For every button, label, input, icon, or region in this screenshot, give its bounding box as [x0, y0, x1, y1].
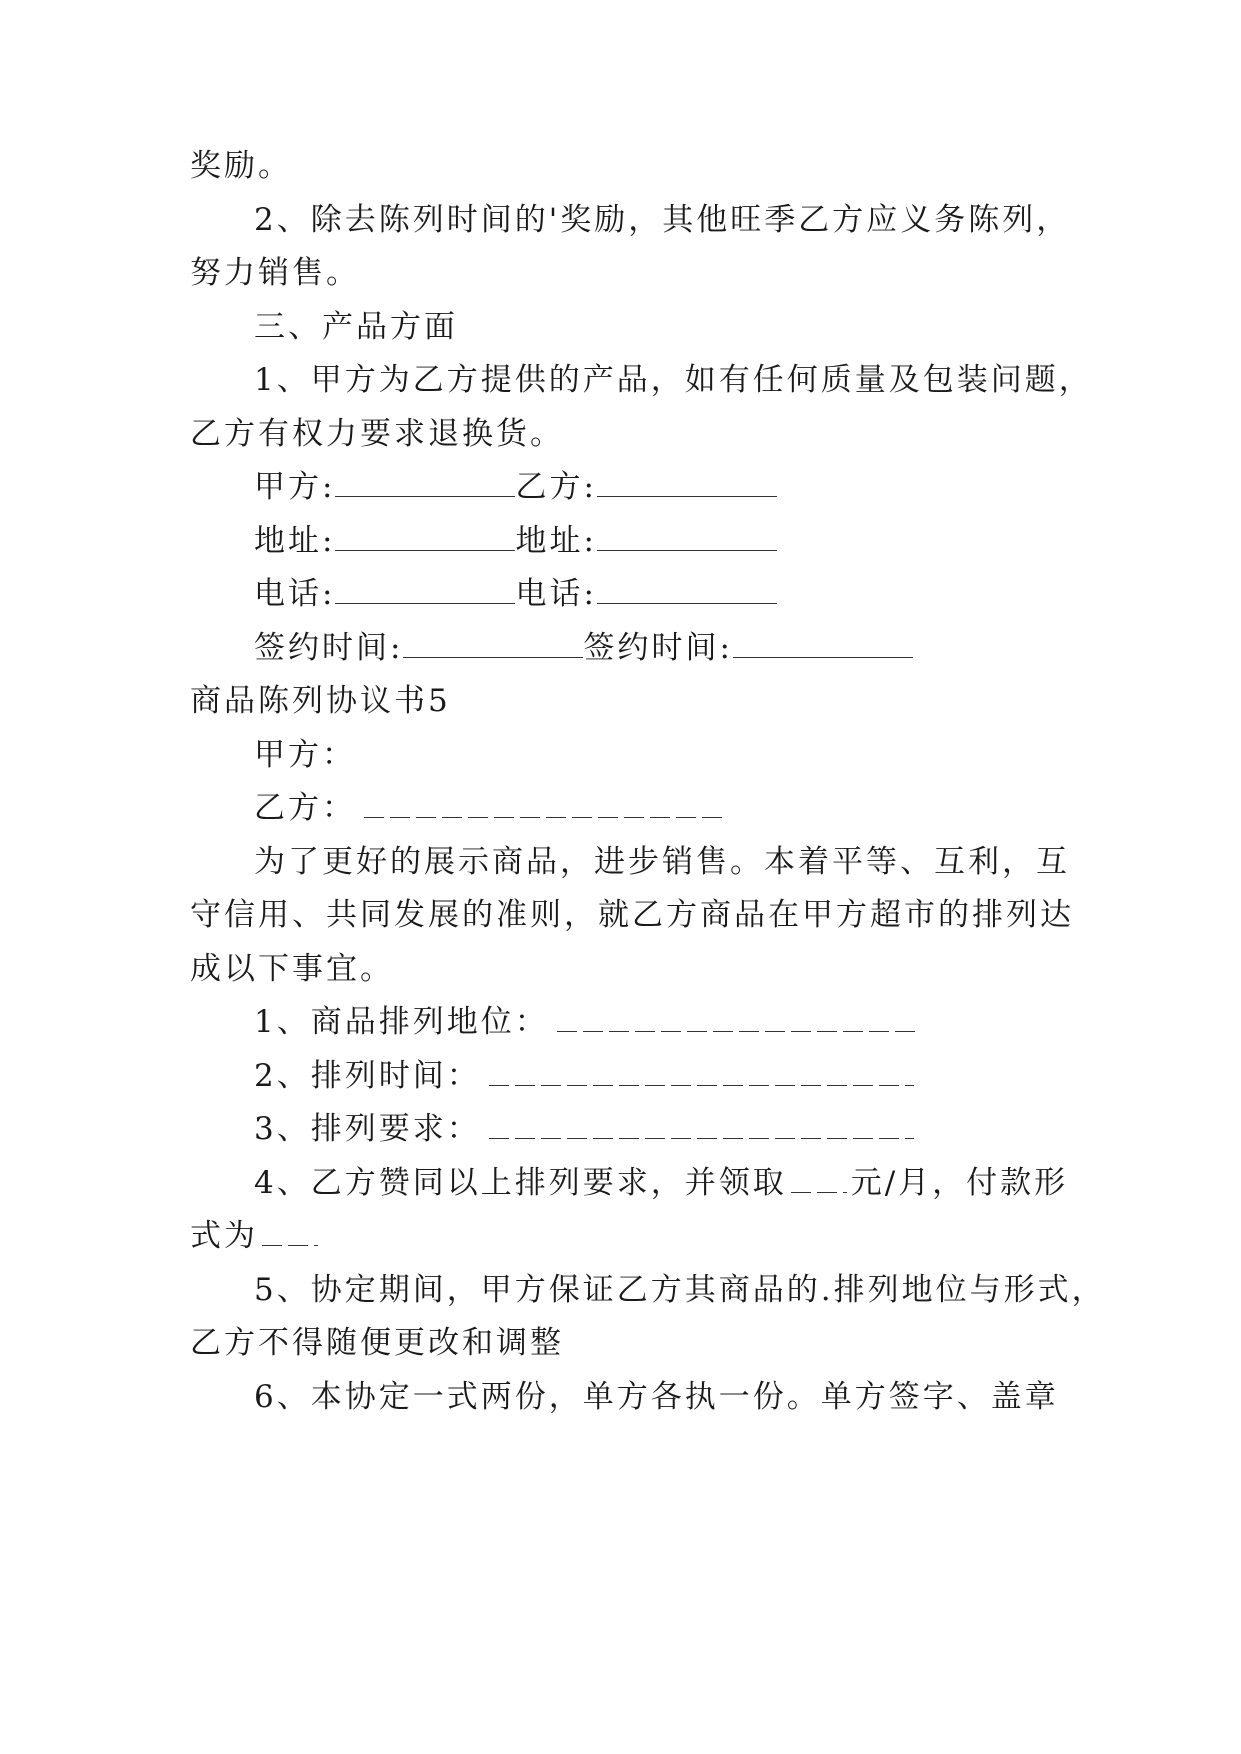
party-b-blank	[597, 470, 777, 497]
section-heading: 三、产品方面	[254, 309, 458, 345]
party-a-blank	[335, 470, 515, 497]
item-4-text-c: 式为	[190, 1218, 258, 1254]
date-a-blank	[403, 631, 583, 658]
address-a-label: 地址:	[254, 523, 336, 559]
item-5-cont: 乙方不得随便更改和调整	[190, 1325, 564, 1361]
intro-line: 成以下事宜。	[190, 951, 394, 987]
item-3	[254, 1109, 914, 1149]
item-6: 6、本协定一式两份，单方各执一份。单方签字、盖章	[254, 1379, 1059, 1415]
item-2	[254, 1056, 914, 1096]
date-b-blank	[733, 631, 913, 658]
phone-b-blank	[597, 577, 777, 604]
item-1-label: 1、商品排列地位：	[254, 1004, 549, 1040]
intro-line: 为了更好的展示商品，进步销售。本着平等、互利，互	[254, 844, 1070, 880]
item-4-amount-blank	[791, 1167, 847, 1193]
signature-row-address	[254, 521, 777, 561]
date-b-label: 签约时间:	[583, 630, 733, 666]
intro-line: 守信用、共同发展的准则，就乙方商品在甲方超市的排列达	[190, 897, 1074, 933]
item-1-dash-blank	[557, 1006, 917, 1032]
signature-row-party	[254, 467, 777, 507]
address-a-blank	[335, 524, 515, 551]
date-a-label: 签约时间:	[254, 630, 404, 666]
item-4-payment-blank	[262, 1220, 318, 1246]
address-b-blank	[597, 524, 777, 551]
signature-row-phone	[254, 574, 777, 614]
item-1	[254, 1002, 917, 1042]
signature-row-date	[254, 628, 913, 668]
item-4-text-a: 4、乙方赞同以上排列要求，并领取	[254, 1165, 787, 1201]
text-line: 乙方有权力要求退换货。	[190, 416, 564, 452]
party-b-dash-blank	[364, 792, 724, 818]
item-5: 5、协定期间，甲方保证乙方其商品的.排列地位与形式，	[254, 1272, 1106, 1308]
party-a-label: 甲方:	[254, 469, 336, 505]
phone-a-blank	[335, 577, 515, 604]
text-line: 2、除去陈列时间的'奖励，其他旺季乙方应义务陈列，	[254, 202, 1071, 238]
party-b-label: 乙方：	[254, 790, 356, 826]
text-line: 奖励。	[190, 148, 292, 184]
item-4	[254, 1163, 1068, 1203]
text-line: 努力销售。	[190, 255, 360, 291]
party-b-line	[254, 788, 724, 828]
party-b-label: 乙方:	[515, 469, 597, 505]
item-4-text-b: 元/月，付款形	[850, 1165, 1069, 1201]
document-title: 商品陈列协议书5	[190, 683, 451, 719]
item-3-label: 3、排列要求：	[254, 1111, 481, 1147]
item-2-dash-blank	[489, 1060, 914, 1086]
phone-b-label: 电话:	[515, 576, 597, 612]
party-a-line: 甲方：	[254, 737, 356, 773]
phone-a-label: 电话:	[254, 576, 336, 612]
item-4-cont	[190, 1216, 318, 1256]
item-3-dash-blank	[489, 1113, 914, 1139]
text-line: 1、甲方为乙方提供的产品，如有任何质量及包装问题，	[254, 362, 1093, 398]
address-b-label: 地址:	[515, 523, 597, 559]
item-2-label: 2、排列时间：	[254, 1058, 481, 1094]
